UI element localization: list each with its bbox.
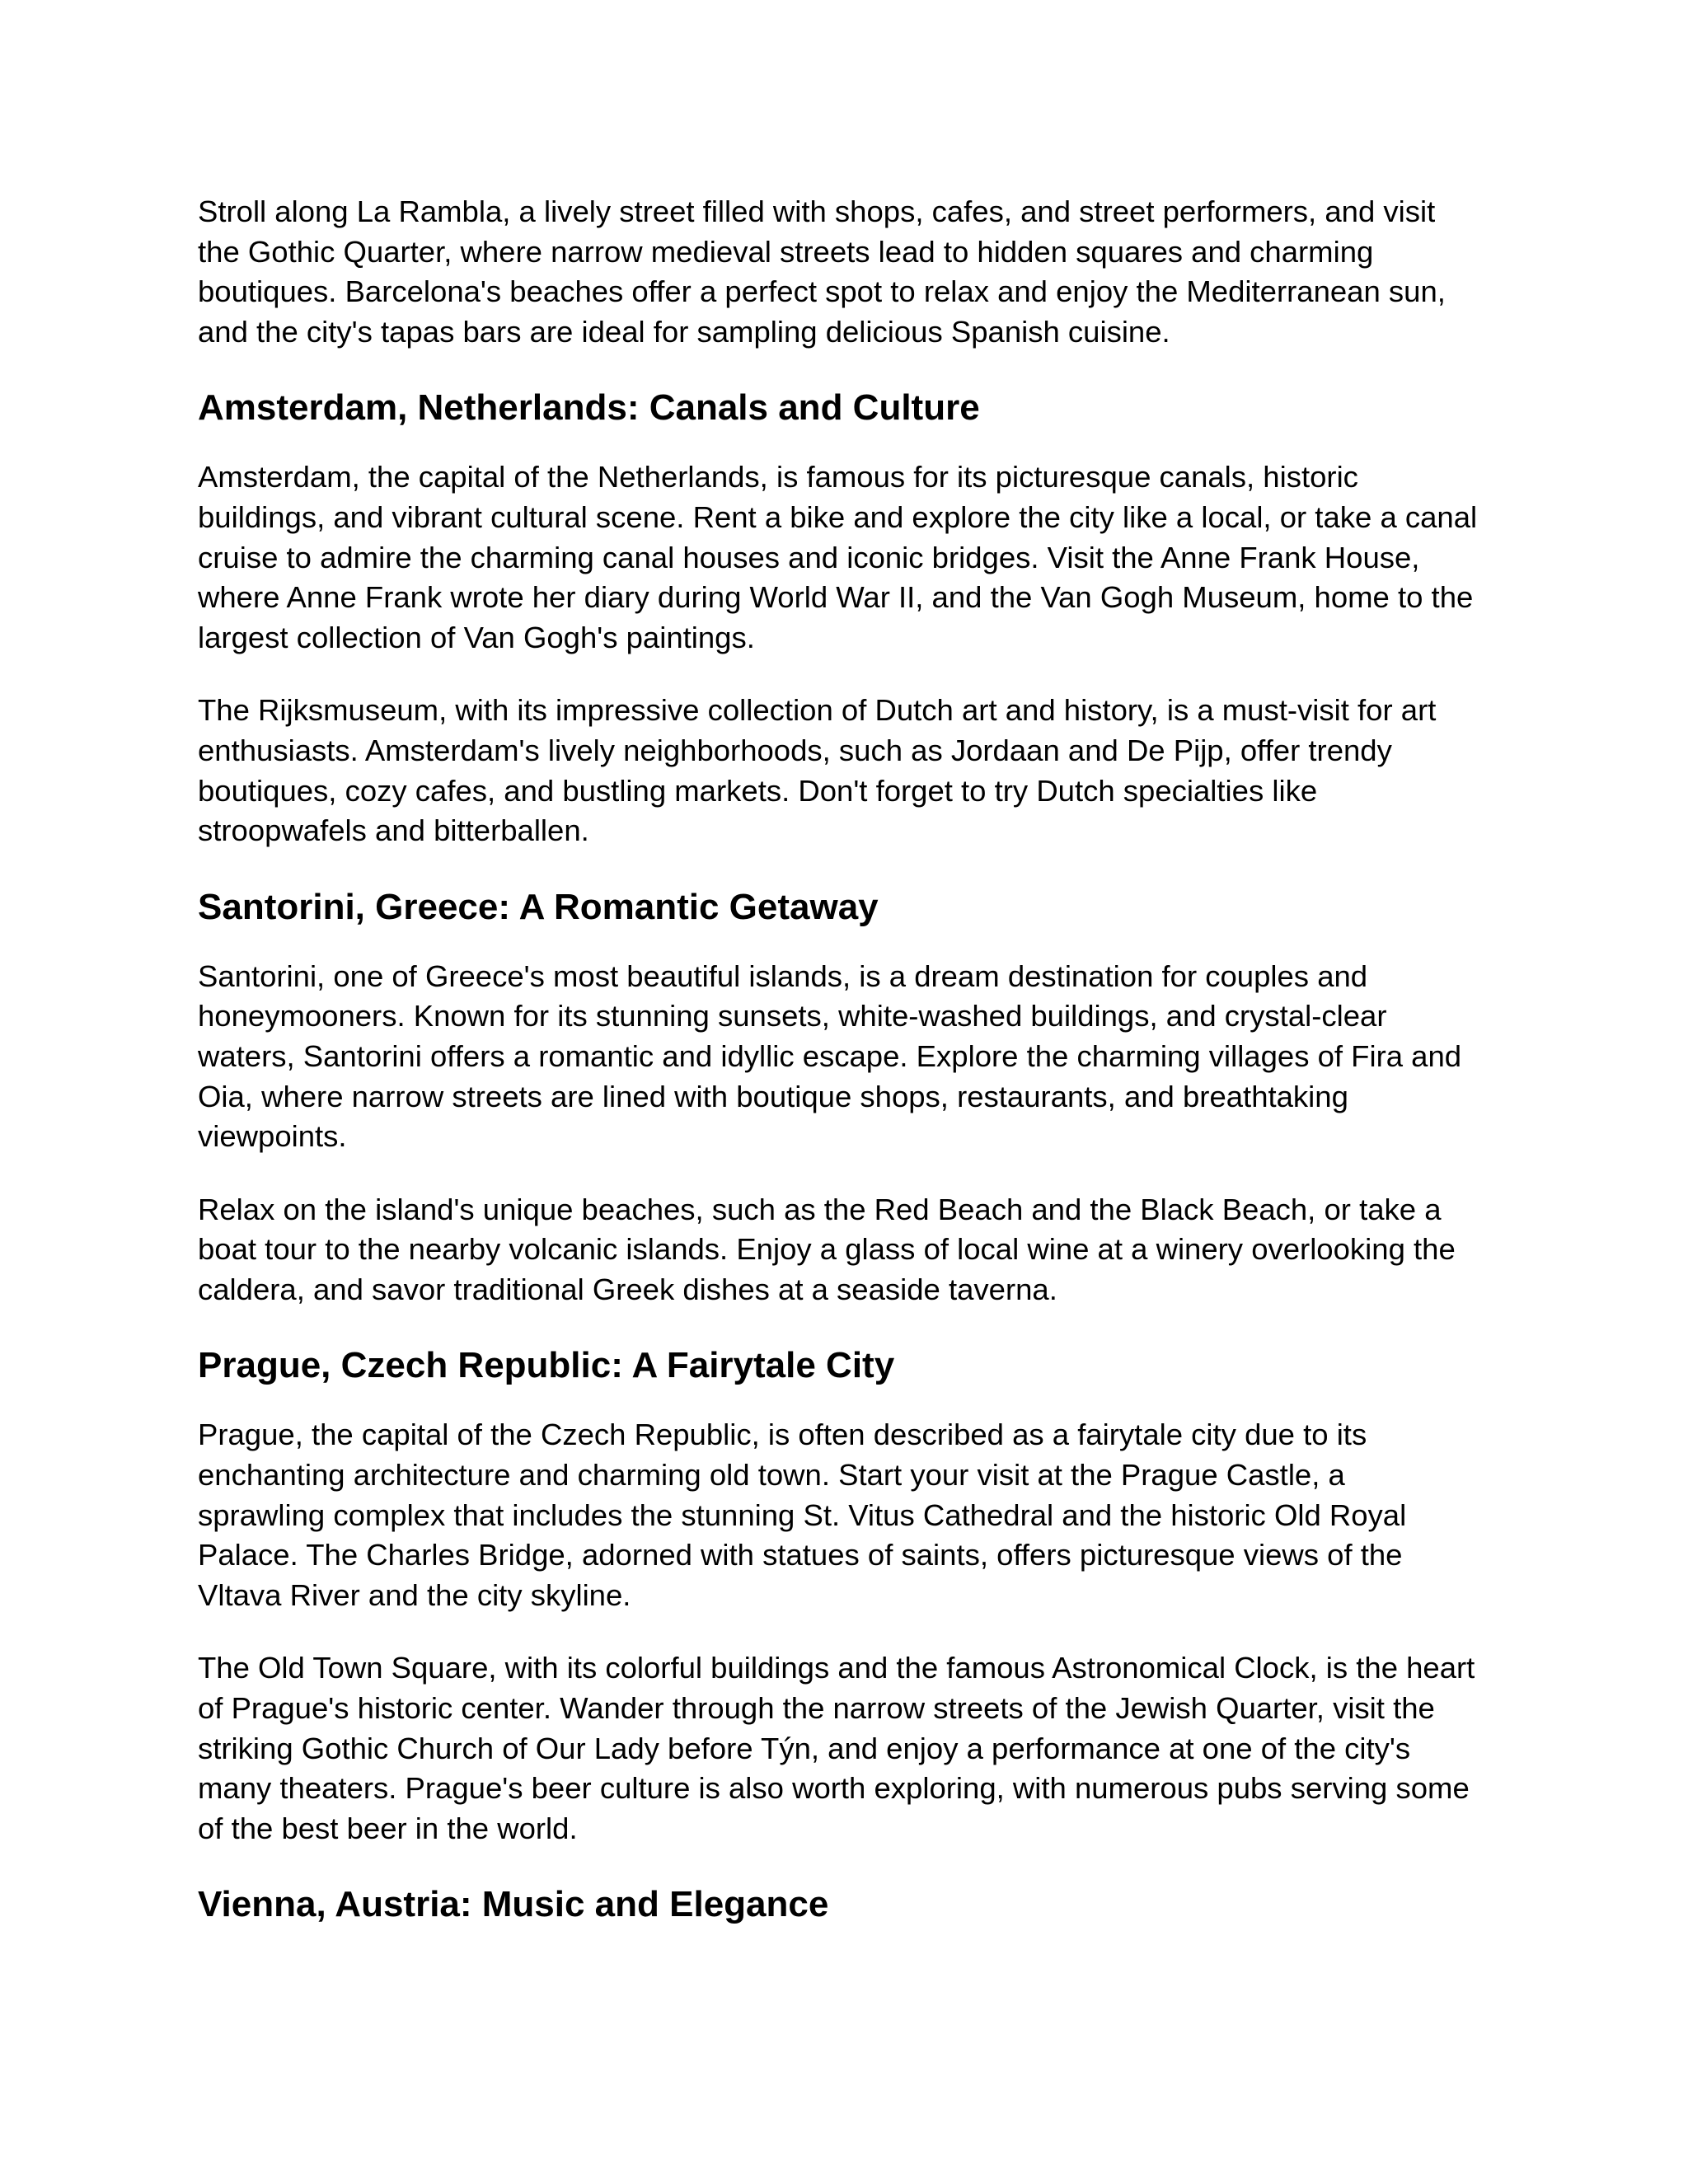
heading-vienna: Vienna, Austria: Music and Elegance: [198, 1884, 829, 1925]
paragraph-santorini-2: Relax on the island's unique beaches, such as the Red Beach and the Black Beach, or take a boat tour to the nearby volcanic islands. Enjoy a glass of local wine at a winery overlooking the caldera, and savor traditional Greek dishes at a seaside taverna.: [198, 1192, 1456, 1306]
paragraph-barcelona: Stroll along La Rambla, a lively street filled with shops, cafes, and street performers, and visit the Gothic Quarter, where narrow medieval streets lead to hidden squares and charming boutiques. Barcelona's beaches offer a perfect spot to relax and enjoy the Mediterranean sun, and the city's tapas bars are ideal for sampling delicious Spanish cuisine.: [198, 194, 1446, 349]
heading-santorini: Santorini, Greece: A Romantic Getaway: [198, 886, 879, 927]
paragraph-prague-1: Prague, the capital of the Czech Republic, is often described as a fairytale city due to its enchanting architecture and charming old town. Start your visit at the Prague Castle, a sprawling complex that includes the stunning St. Vitus Cathedral and the historic Old Royal Palace. The Charles Bridge, adorned with statues of saints, offers picturesque views of the Vltava River and the city skyline.: [198, 1418, 1407, 1612]
paragraph-santorini-1: Santorini, one of Greece's most beautiful islands, is a dream destination for couples and honeymooners. Known for its stunning sunsets, white-washed buildings, and crystal-clear waters, Santorini offers a romantic and idyllic escape. Explore the charming villages of Fira and Oia, where narrow streets are lined with boutique shops, restaurants, and breathtaking viewpoints.: [198, 958, 1462, 1154]
heading-prague: Prague, Czech Republic: A Fairytale City: [198, 1345, 895, 1386]
paragraph-amsterdam-1: Amsterdam, the capital of the Netherlands, is famous for its picturesque canals, historic buildings, and vibrant cultural scene. Rent a bike and explore the city like a local, or take a canal cruise to admire the charming canal houses and iconic bridges. Visit the Anne Frank House, where Anne Frank wrote her diary during World War II, and the Van Gogh Museum, home to the largest collection of Van Gogh's paintings.: [198, 460, 1478, 654]
paragraph-amsterdam-2: The Rijksmuseum, with its impressive collection of Dutch art and history, is a must-visit for art enthusiasts. Amsterdam's lively neighborhoods, such as Jordaan and De Pijp, offer trendy boutiques, cozy cafes, and bustling markets. Don't forget to try Dutch specialties like stroopwafels and bitterballen.: [198, 693, 1437, 848]
heading-amsterdam: Amsterdam, Netherlands: Canals and Culture: [198, 387, 980, 429]
paragraph-prague-2: The Old Town Square, with its colorful buildings and the famous Astronomical Clock, is the heart of Prague's historic center. Wander through the narrow streets of the Jewish Quarter, visit the striking Gothic Church of Our Lady before Týn, and enjoy a performance at one of the city's many theaters. Prague's beer culture is also worth exploring, with numerous pubs serving some of the best beer in the world.: [198, 1651, 1475, 1845]
document-page: [198, 192, 1500, 1928]
